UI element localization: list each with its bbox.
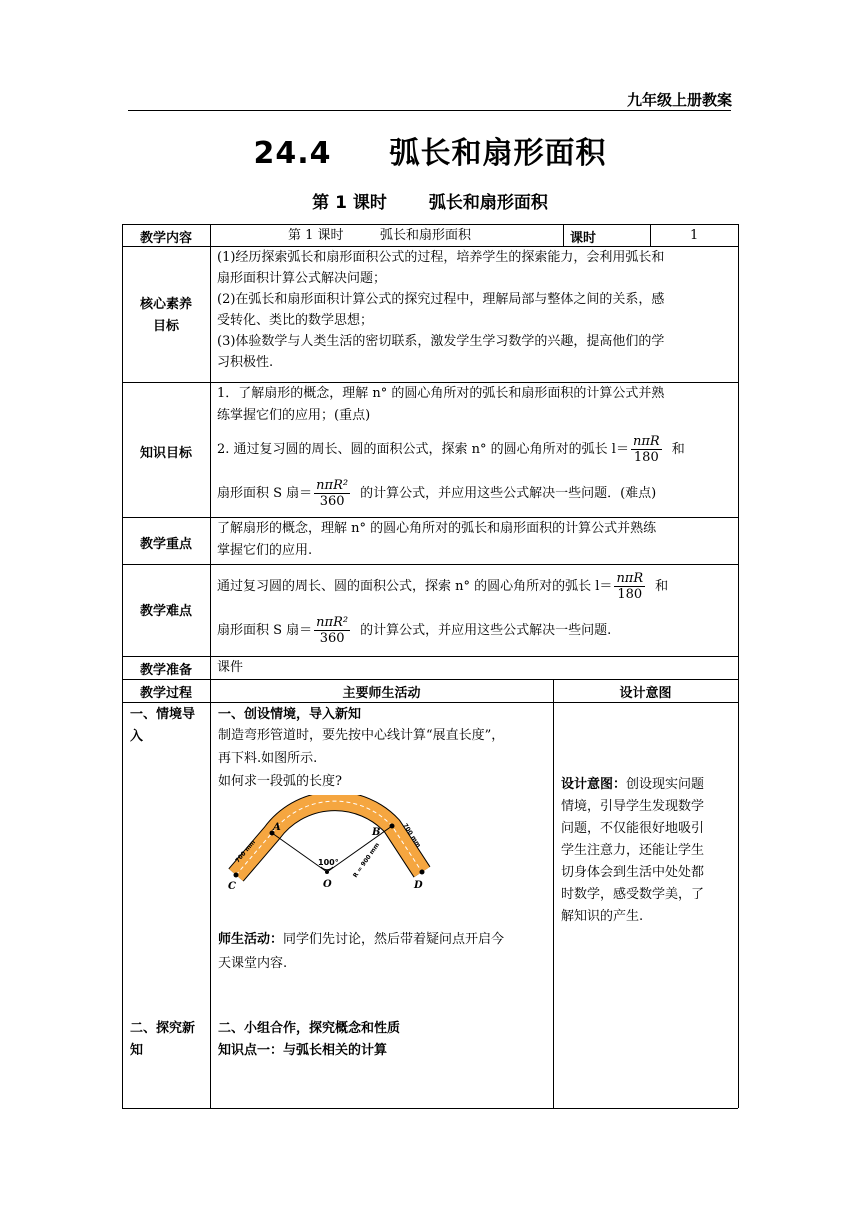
arc-length-fraction: $\frac{\text{nπR}}{180}$: [632, 434, 660, 465]
label-a: A: [273, 822, 281, 833]
s1-activity-line-1: 师生活动：同学们先讨论，然后带着疑问点开启今: [218, 932, 505, 947]
title-text: 弧长和扇形面积: [389, 136, 607, 171]
content-text: 弧长和扇形面积: [380, 228, 472, 243]
knowledge-line-4: 扇形面积 S 扇＝ $\frac{\text{nπR²}}{360}$ 的计算公式，并应用这些公式解决一些问题．(难点): [217, 478, 657, 509]
header-grade-label: 九年级上册教案: [626, 91, 732, 109]
label-class-hours: 课时: [570, 231, 597, 246]
col-header-activities: 主要师生活动: [342, 686, 421, 701]
point-d-dot: [420, 870, 425, 875]
subtitle-text: 弧长和扇形面积: [428, 193, 548, 213]
angle-label: 100°: [318, 858, 339, 867]
label-teaching-content: 教学内容: [139, 231, 192, 246]
knowledge-line-1: 1．了解扇形的概念，理解 n° 的圆心角所对的弧长和扇形面积的计算公式并熟: [217, 386, 665, 401]
label-teaching-prep: 教学准备: [139, 663, 192, 678]
stage-2-label: 二、探究新 知: [130, 1021, 196, 1058]
label-d: D: [414, 880, 423, 891]
difficulty-line-1: 通过复习圆的周长、圆的面积公式，探索 n° 的圆心角所对的弧长 l＝ $\frac{\text{nπR}}{180}$ 和: [217, 571, 669, 602]
col-header-intent: 设计意图: [619, 686, 672, 701]
right-length-label: 700 mm: [401, 822, 422, 849]
prep-value: 课件: [217, 660, 244, 675]
col-header-process: 教学过程: [139, 686, 192, 701]
s2-sub: 知识点一：与弧长相关的计算: [218, 1043, 388, 1058]
label-knowledge-goal: 知识目标: [139, 446, 192, 461]
sector-area-fraction: $\frac{\text{nπR²}}{360}$: [316, 478, 349, 509]
header-rule: [128, 110, 731, 111]
core-literacy-text: (1)经历探索弧长和扇形面积公式的过程，培养学生的探索能力，会利用弧长和 扇形面积计算公式解决问题； (2)在弧长和扇形面积计算公式的探究过程中，理解局部与整体之间的关系，感 受转化、类比的数学思想； (3)体验数学与人类生活的密切联系，激发学生学习数学的兴趣，提高他们的学 习积极性.: [217, 250, 665, 370]
subtitle-lesson: 第 1 课时: [312, 193, 387, 213]
s1-line-3: 如何求一段弧的长度?: [218, 774, 342, 789]
radius-label: R = 900 mm: [351, 841, 382, 880]
page-title: [0, 128, 860, 172]
point-o-dot: [325, 870, 329, 874]
lesson-subtitle: [0, 188, 860, 213]
label-b: B: [372, 827, 381, 838]
label-o: O: [323, 879, 332, 890]
class-hours-value: 1: [690, 228, 699, 243]
knowledge-line-2: 练掌握它们的应用；(重点): [217, 408, 371, 423]
focus-line-2: 掌握它们的应用.: [217, 543, 313, 558]
s1-heading: 一、创设情境，导入新知: [218, 707, 362, 722]
knowledge-line-3: 2. 通过复习圆的周长、圆的面积公式，探索 n° 的圆心角所对的弧长 l＝ $\frac{\text{nπR}}{180}$ 和: [217, 434, 685, 465]
s1-activity-line-2: 天课堂内容.: [218, 956, 288, 971]
label-teaching-focus: 教学重点: [139, 537, 192, 552]
s1-line-2: 再下料.如图所示.: [218, 751, 318, 766]
point-c-dot: [234, 873, 239, 878]
title-number: 24.4: [253, 136, 332, 171]
s2-heading: 二、小组合作，探究概念和性质: [218, 1021, 401, 1036]
content-lesson: 第 1 课时: [288, 228, 344, 243]
design-intent: 设计意图：创设现实问题 情境，引导学生发现数学 问题，不仅能很好地吸引 学生注意力，还能让学生 切身体会到生活中处处都 时数学，感受数学美，了 解知识的产生.: [561, 777, 705, 924]
point-b-dot: [390, 824, 395, 829]
bent-pipe-figure: [222, 795, 432, 895]
label-core-literacy: 核心素养 目标: [139, 297, 192, 334]
stage-1-label: 一、情境导 入: [130, 707, 196, 744]
focus-line-1: 了解扇形的概念，理解 n° 的圆心角所对的弧长和扇形面积的计算公式并熟练: [217, 521, 657, 536]
label-c: C: [228, 881, 236, 892]
left-length-label: 700 mm: [234, 839, 257, 865]
label-teaching-difficulty: 教学难点: [139, 604, 192, 619]
s1-line-1: 制造弯形管道时，要先按中心线计算“展直长度”，: [218, 728, 505, 743]
difficulty-line-2: 扇形面积 S 扇＝ $\frac{\text{nπR²}}{360}$ 的计算公式，并应用这些公式解决一些问题.: [217, 615, 612, 646]
